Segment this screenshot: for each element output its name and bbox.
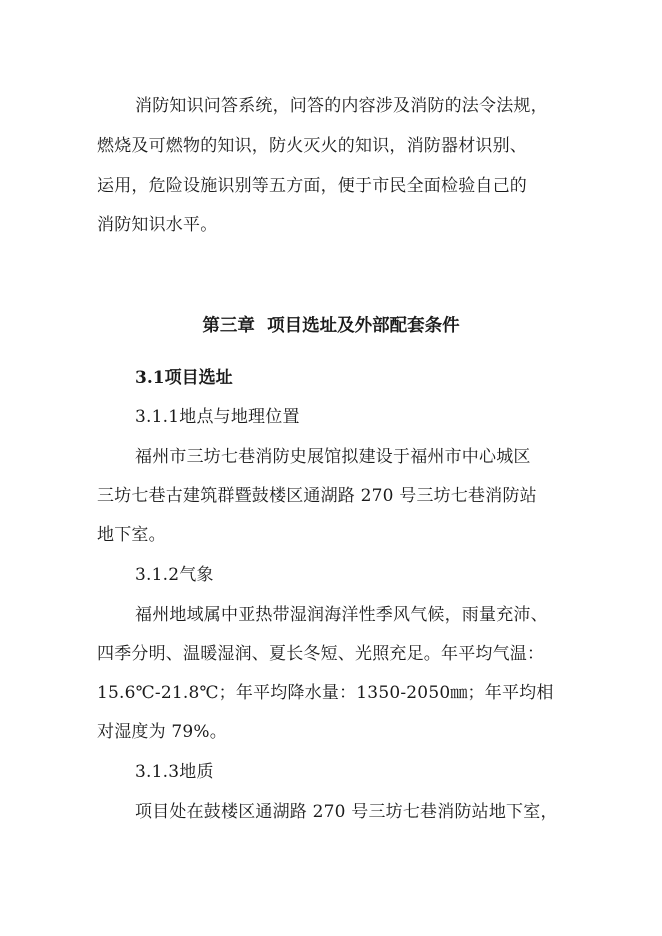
climate-line-2: 四季分明、温暖湿润、夏长冬短、光照充足。年平均气温： xyxy=(97,644,545,664)
intro-line-3: 运用，危险设施识别等五方面，便于市民全面检验自己的 xyxy=(97,176,527,196)
section-heading-3-1: 3.1项目选址 xyxy=(135,368,233,388)
location-line-3: 地下室。 xyxy=(97,525,166,545)
location-line-1: 福州市三坊七巷消防史展馆拟建设于福州市中心城区 xyxy=(135,447,531,467)
subsection-heading-3-1-1: 3.1.1地点与地理位置 xyxy=(135,407,300,427)
geology-line-1: 项目处在鼓楼区通湖路 270 号三坊七巷消防站地下室， xyxy=(135,802,558,822)
intro-line-2: 燃烧及可燃物的知识，防火灭火的知识，消防器材识别、 xyxy=(97,136,527,156)
subsection-heading-3-1-2: 3.1.2气象 xyxy=(135,565,214,585)
intro-line-4: 消防知识水平。 xyxy=(97,215,218,235)
climate-line-4: 对湿度为 79%。 xyxy=(97,722,227,742)
intro-line-1: 消防知识问答系统，问答的内容涉及消防的法令法规， xyxy=(135,96,548,116)
subsection-heading-3-1-3: 3.1.3地质 xyxy=(135,762,214,782)
chapter-title: 第三章 项目选址及外部配套条件 xyxy=(202,316,460,336)
location-line-2: 三坊七巷古建筑群暨鼓楼区通湖路 270 号三坊七巷消防站 xyxy=(97,486,537,506)
climate-line-1: 福州地域属中亚热带湿润海洋性季风气候，雨量充沛、 xyxy=(135,605,548,625)
climate-line-3: 15.6℃-21.8℃；年平均降水量：1350-2050㎜；年平均相 xyxy=(97,683,554,703)
